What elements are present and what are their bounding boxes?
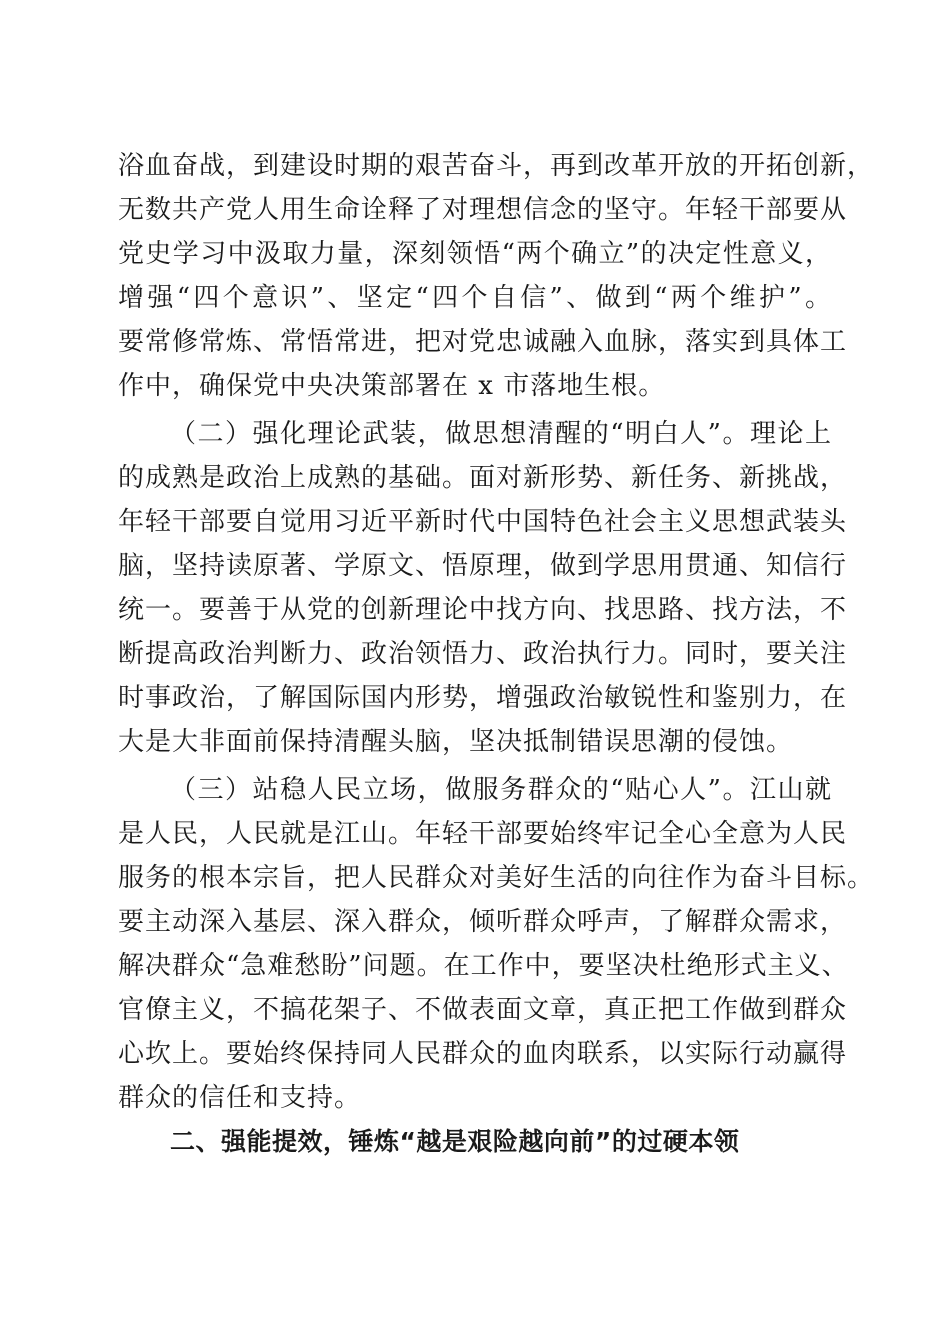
text-line: 官僚主义，不搞花架子、不做表面文章，真正把工作做到群众 [118,995,848,1025]
text-line: 群众的信任和支持。 [118,1083,362,1113]
text-line: （三）站稳人民立场，做服务群众的“贴心人”。江山就 [170,775,832,805]
section-heading: 二、强能提效，锤炼“越是艰险越向前”的过硬本领 [170,1127,740,1156]
text-line: 统一。要善于从党的创新理论中找方向、找思路、找方法，不 [118,595,848,625]
text-line: 是人民，人民就是江山。年轻干部要始终牢记全心全意为人民 [118,819,848,849]
text-line: 要常修常炼、常悟常进，把对党忠诚融入血脉，落实到具体工 [118,327,848,357]
text-line: 断提高政治判断力、政治领悟力、政治执行力。同时，要关注 [118,639,848,669]
text-line: （二）强化理论武装，做思想清醒的“明白人”。理论上 [170,419,832,449]
text-line: 时事政治，了解国际国内形势，增强政治敏锐性和鉴别力，在 [118,683,848,713]
paragraph-continuation [118,144,875,408]
paragraph-3 [118,768,875,1120]
text-line: 的成熟是政治上成熟的基础。面对新形势、新任务、新挑战， [118,463,848,493]
text-line: 年轻干部要自觉用习近平新时代中国特色社会主义思想武装头 [118,507,848,537]
text-line: 心坎上。要始终保持同人民群众的血肉联系，以实际行动赢得 [118,1039,848,1069]
text-line: 增强“四个意识”、坚定“四个自信”、做到“两个维护”。 [118,283,832,313]
text-line: 服务的根本宗旨，把人民群众对美好生活的向往作为奋斗目标。 [118,863,875,893]
text-line: 要主动深入基层、深入群众，倾听群众呼声，了解群众需求， [118,907,848,937]
text-line: 大是大非面前保持清醒头脑，坚决抵制错误思潮的侵蚀。 [118,727,794,757]
text-line: 浴血奋战，到建设时期的艰苦奋斗，再到改革开放的开拓创新， [118,151,875,181]
text-line: 无数共产党人用生命诠释了对理想信念的坚守。年轻干部要从 [118,195,848,225]
text-line: 脑，坚持读原著、学原文、悟原理，做到学思用贯通、知信行 [118,551,848,581]
paragraph-2 [118,412,848,764]
text-line: 作中，确保党中央决策部署在 x 市落地生根。 [118,371,666,401]
text-line: 解决群众“急难愁盼”问题。在工作中，要坚决杜绝形式主义、 [118,951,849,981]
text-line: 党史学习中汲取力量，深刻领悟“两个确立”的决定性意义， [118,239,832,269]
